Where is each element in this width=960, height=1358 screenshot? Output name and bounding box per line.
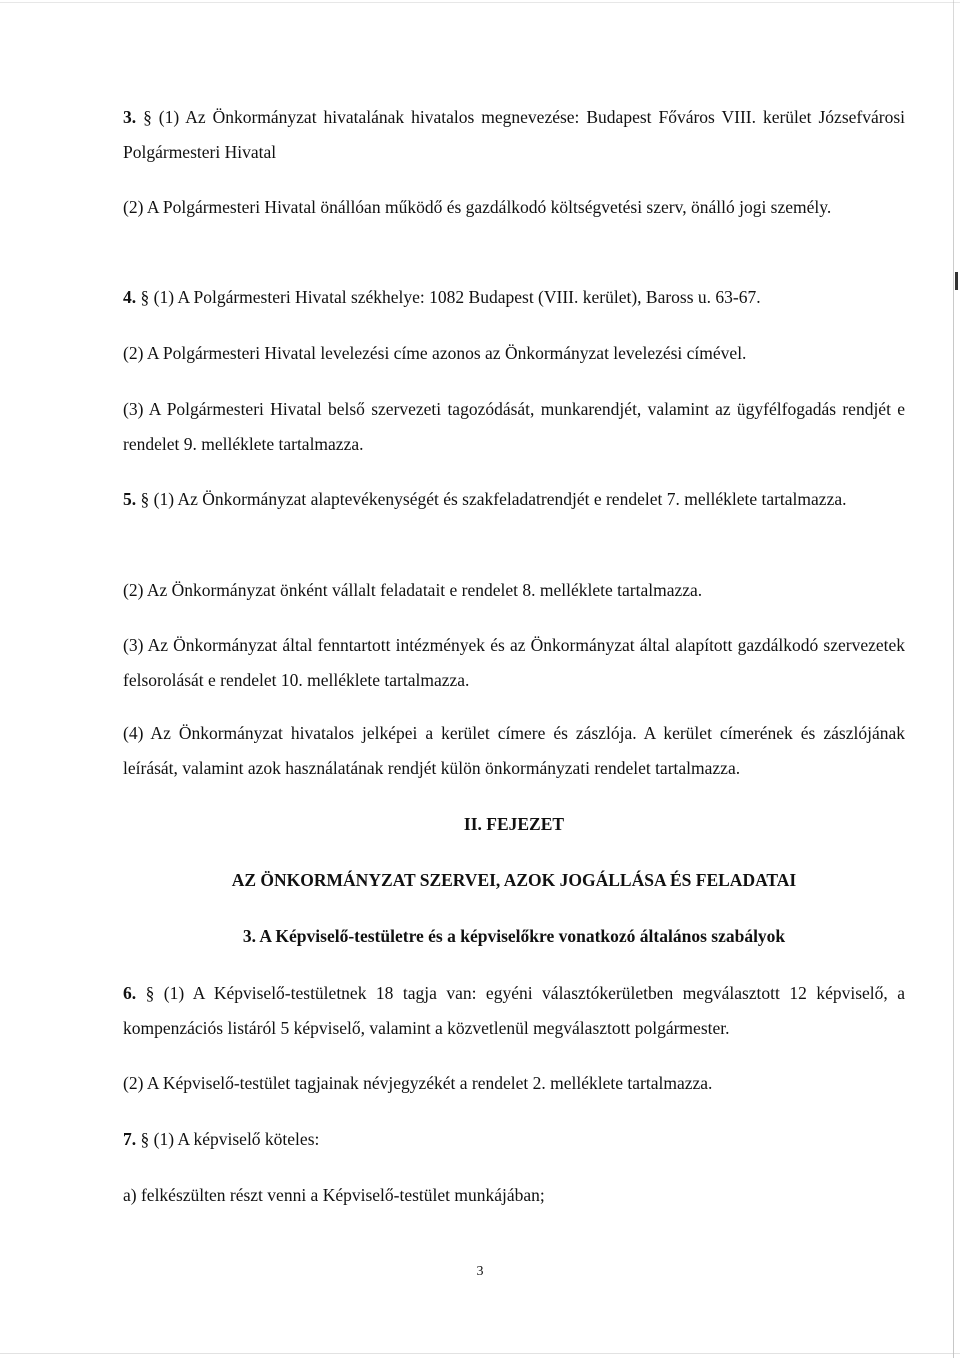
section-6-paragraph-1: [123, 976, 905, 1046]
chapter-heading: II. FEJEZET: [463, 814, 565, 834]
paragraph-text: § (1) A Képviselő-testületnek 18 tagja van: egyéni választókerületben megválasztott 12 képviselő, a kompenzációs listáról 5 képviselő, valamint a közvetlenül megválasztott polgármester.: [123, 983, 905, 1038]
section-number: 7.: [123, 1129, 137, 1149]
section-3-paragraph-2: [123, 190, 905, 225]
section-7-item-a: [123, 1178, 905, 1213]
section-5-paragraph-2: [123, 573, 905, 608]
paragraph-text: (2) A Polgármesteri Hivatal önállóan működő és gazdálkodó költségvetési szerv, önálló jogi személy.: [123, 197, 832, 217]
page-number: 3: [476, 1264, 484, 1279]
paragraph-text: § (1) Az Önkormányzat alaptevékenységét és szakfeladatrendjét e rendelet 7. melléklete tartalmazza.: [140, 489, 847, 509]
paragraph-text: a) felkészülten részt venni a Képviselő-testület munkájában;: [123, 1185, 545, 1205]
paragraph-text: (2) A Polgármesteri Hivatal levelezési címe azonos az Önkormányzat levelezési címével.: [123, 343, 747, 363]
scan-edge-top: [0, 2, 960, 3]
section-6-paragraph-2: [123, 1066, 905, 1101]
paragraph-text: § (1) A képviselő köteles:: [140, 1129, 320, 1149]
scan-edge-bottom: [0, 1353, 960, 1354]
section-number: 3.: [123, 107, 137, 127]
section-number: 4.: [123, 287, 137, 307]
section-5-paragraph-4: [123, 716, 905, 786]
paragraph-text: (2) Az Önkormányzat önként vállalt feladatait e rendelet 8. melléklete tartalmazza.: [123, 580, 703, 600]
section-4-paragraph-3: [123, 392, 905, 462]
section-number: 5.: [123, 489, 137, 509]
paragraph-text: (3) Az Önkormányzat által fenntartott intézmények és az Önkormányzat által alapított gazdálkodó szervezetek felsorolását e rendelet 10. melléklete tartalmazza.: [123, 635, 905, 690]
section-3-paragraph-1: [123, 100, 905, 170]
chapter-title: AZ ÖNKORMÁNYZAT SZERVEI, AZOK JOGÁLLÁSA ÉS FELADATAI: [231, 870, 797, 890]
section-subtitle: 3. A Képviselő-testületre és a képviselőkre vonatkozó általános szabályok: [242, 926, 786, 946]
paragraph-text: (4) Az Önkormányzat hivatalos jelképei a kerület címere és zászlója. A kerület címerének és zászlójának leírását, valamint azok használatának rendjét külön önkormányzati rendelet tartalmazza.: [123, 723, 905, 778]
section-7-paragraph-1: [123, 1122, 905, 1157]
section-4-paragraph-2: [123, 336, 905, 371]
section-number: 6.: [123, 983, 137, 1003]
paragraph-text: (3) A Polgármesteri Hivatal belső szervezeti tagozódását, munkarendjét, valamint az ügyfélfogadás rendjét e rendelet 9. melléklete tartalmazza.: [123, 399, 905, 454]
section-4-paragraph-1: [123, 280, 905, 315]
section-5-paragraph-3: [123, 628, 905, 698]
scan-edge-right: [953, 0, 954, 1358]
paragraph-text: § (1) Az Önkormányzat hivatalának hivatalos megnevezése: Budapest Főváros VIII. kerület Józsefvárosi Polgármesteri Hivatal: [123, 107, 905, 162]
paragraph-text: (2) A Képviselő-testület tagjainak névjegyzékét a rendelet 2. melléklete tartalmazza.: [123, 1073, 713, 1093]
paragraph-text: § (1) A Polgármesteri Hivatal székhelye: 1082 Budapest (VIII. kerület), Baross u. 63-67.: [140, 287, 761, 307]
section-5-paragraph-1: [123, 482, 905, 517]
margin-mark: [955, 272, 958, 290]
